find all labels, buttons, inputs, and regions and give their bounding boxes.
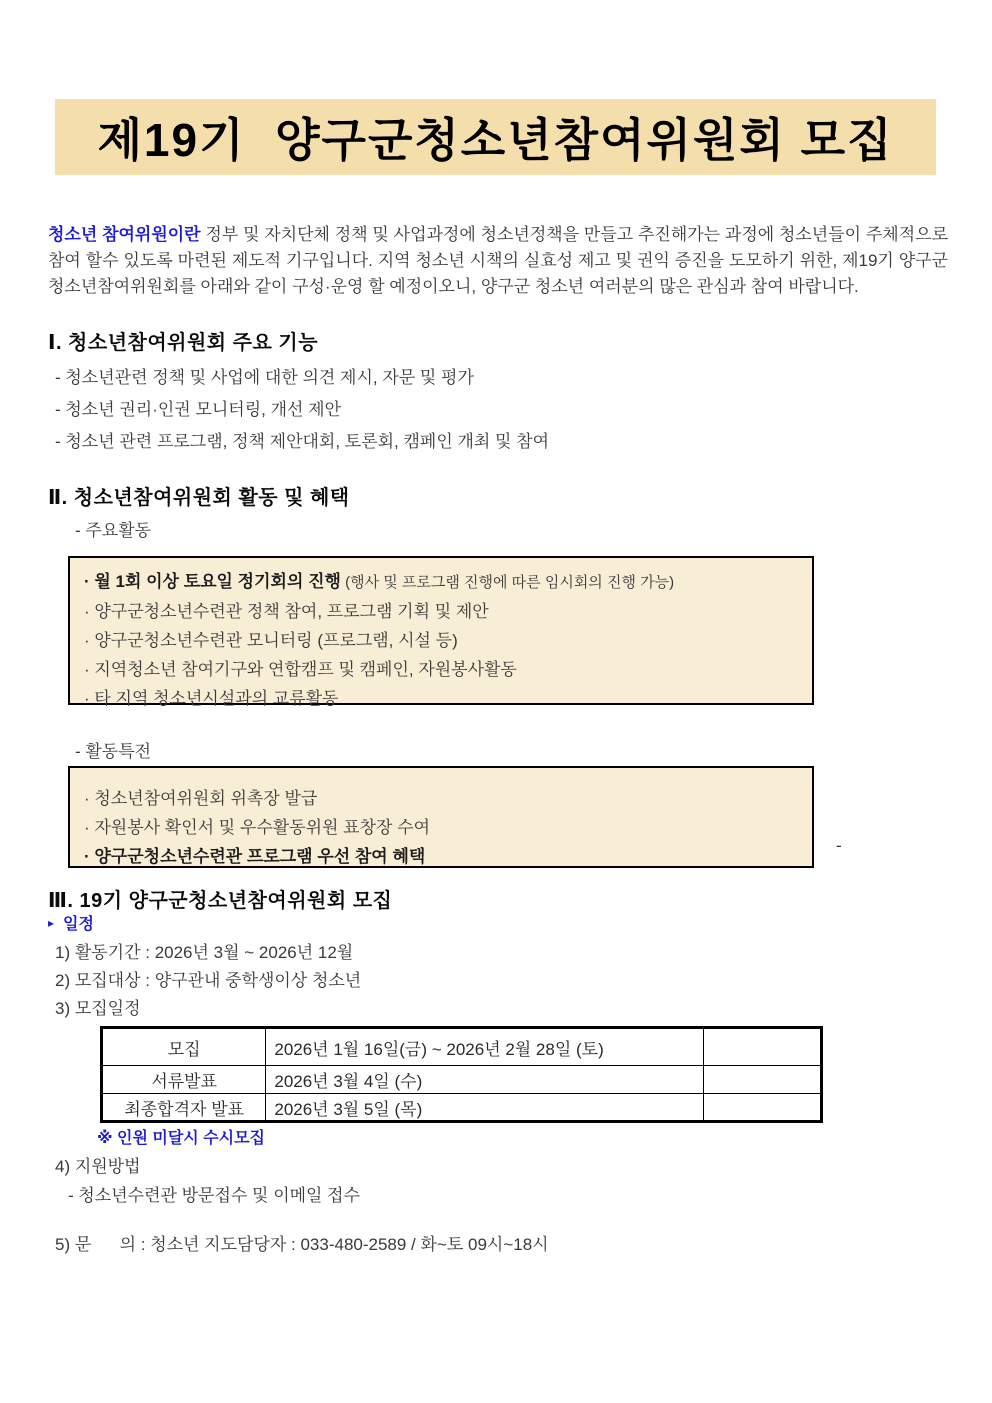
benefit-item: · 청소년참여위원회 위촉장 발급 <box>84 789 318 808</box>
schedule-table <box>100 1026 823 1123</box>
activity-item: · 타 지역 청소년시설과의 교류활동 <box>84 689 339 708</box>
row-label: 서류발표 <box>102 1066 266 1094</box>
rolling-recruitment-note: ※ 인원 미달시 수시모집 <box>97 1130 265 1147</box>
main-activities-label: - 주요활동 <box>75 521 152 540</box>
row-extra <box>704 1066 822 1094</box>
triangle-bullet-icon: ▸ <box>48 915 55 930</box>
row-value: 2026년 3월 4일 (수) <box>266 1066 704 1094</box>
recruit-target: 2) 모집대상 : 양구관내 중학생이상 청소년 <box>55 971 362 990</box>
row-label: 모집 <box>102 1028 266 1066</box>
table-row <box>102 1066 822 1094</box>
row-extra <box>704 1028 822 1066</box>
benefit-item: · 자원봉사 확인서 및 우수활동위원 표창장 수여 <box>84 818 431 837</box>
section1-heading: Ⅰ. 청소년참여위원회 주요 기능 <box>48 332 319 354</box>
intro-paragraph <box>48 222 948 300</box>
activity-item-note: (행사 및 프로그램 진행에 따른 임시회의 진행 가능) <box>340 574 675 591</box>
activity-item: · 지역청소년 참여기구와 연합캠프 및 캠페인, 자원봉사활동 <box>84 660 517 679</box>
activity-item-bold: · 월 1회 이상 토요일 정기회의 진행 <box>84 572 341 591</box>
intro-body: 정부 및 자치단체 정책 및 사업과정에 청소년정책을 만들고 추진해가는 과정에 청소년들이 주체적으로 참여 할수 있도록 마련된 제도적 기구입니다. 지역 청소년 시책의 실효성 제고 및 권익 증진을 도모하기 위한, 제19기 양구군청소년참여위원회를 아래와 같이 구성·운영 할 예정이오니, 양구군 청소년 여러분의 많은 관심과 참여 바랍니다. <box>48 225 948 296</box>
benefit-item: · 양구군청소년수련관 프로그램 우선 참여 혜택 <box>84 847 426 866</box>
table-row <box>102 1028 822 1066</box>
section2-heading: Ⅱ. 청소년참여위원회 활동 및 혜택 <box>48 487 350 509</box>
recruit-schedule-label: 3) 모집일정 <box>55 999 141 1018</box>
contact-info: 5) 문 의 : 청소년 지도담당자 : 033-480-2589 / 화~토 09시~18시 <box>55 1235 549 1254</box>
activity-item: · 양구군청소년수련관 정책 참여, 프로그램 기획 및 제안 <box>84 602 489 621</box>
application-method-detail: - 청소년수련관 방문접수 및 이메일 접수 <box>68 1186 361 1205</box>
schedule-header <box>48 911 94 934</box>
activity-period: 1) 활동기간 : 2026년 3월 ~ 2026년 12월 <box>55 943 354 962</box>
activity-item <box>84 567 798 597</box>
row-label: 최종합격자 발표 <box>102 1094 266 1122</box>
row-extra <box>704 1094 822 1122</box>
stray-dash: - <box>836 836 842 855</box>
main-activities-box <box>68 556 814 708</box>
intro-lead: 청소년 참여위원이란 <box>48 225 201 244</box>
table-row <box>102 1094 822 1122</box>
title-banner <box>55 99 936 175</box>
benefits-box <box>68 766 814 868</box>
row-value: 2026년 1월 16일(금) ~ 2026년 2월 28일 (토) <box>266 1028 704 1066</box>
section3-heading: Ⅲ. 19기 양구군청소년참여위원회 모집 <box>48 890 393 912</box>
section1-item: - 청소년 권리·인권 모니터링, 개선 제안 <box>55 400 341 419</box>
page-title: 제19기 양구군청소년참여위원회 모집 <box>97 114 894 166</box>
section1-item: - 청소년관련 정책 및 사업에 대한 의견 제시, 자문 및 평가 <box>55 368 474 387</box>
activity-item: · 양구군청소년수련관 모니터링 (프로그램, 시설 등) <box>84 631 458 650</box>
application-method-label: 4) 지원방법 <box>55 1157 141 1176</box>
schedule-label: 일정 <box>63 916 94 933</box>
row-value: 2026년 3월 5일 (목) <box>266 1094 704 1122</box>
section1-item: - 청소년 관련 프로그램, 정책 제안대회, 토론회, 캠페인 개최 및 참여 <box>55 432 550 451</box>
benefits-label: - 활동특전 <box>75 742 152 761</box>
